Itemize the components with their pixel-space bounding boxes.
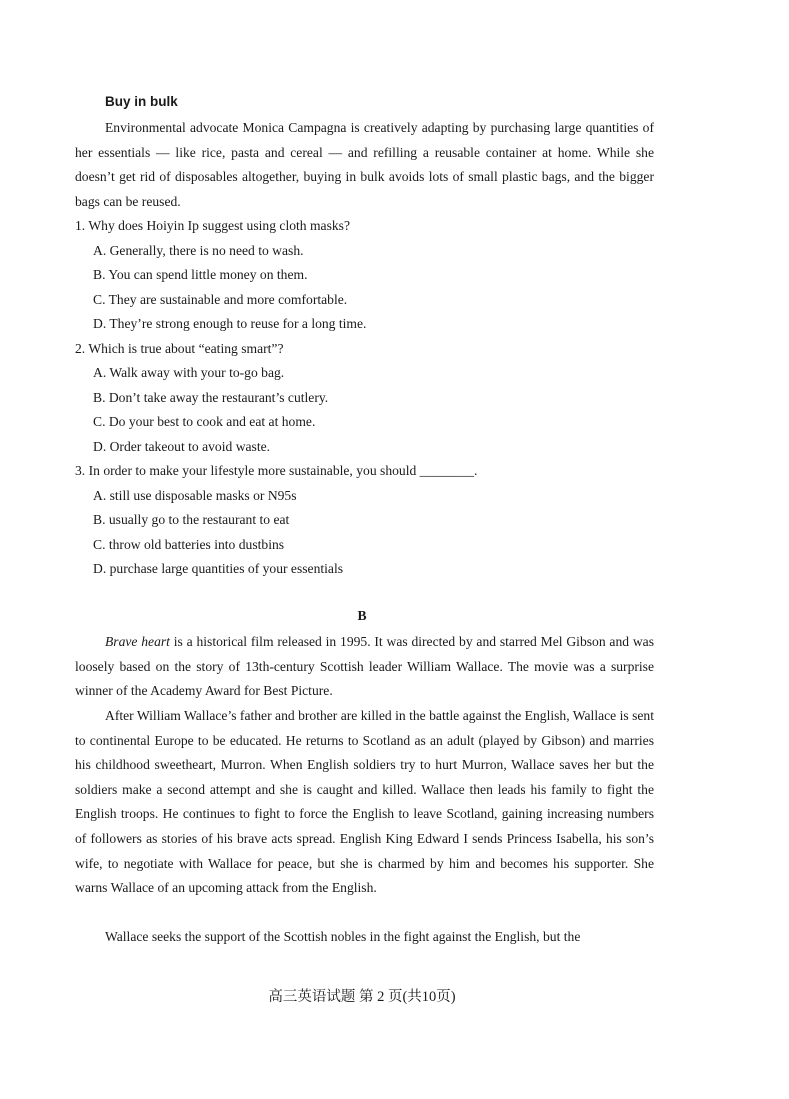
question-3-option-b: B. usually go to the restaurant to eat — [93, 512, 290, 527]
brave-heart-intro-paragraph — [75, 630, 654, 704]
section-b-label: B — [357, 608, 367, 623]
question-3-option-d: D. purchase large quantities of your essentials — [93, 561, 344, 576]
question-1-option-b: B. You can spend little money on them. — [93, 267, 308, 282]
question-3-option-c: C. throw old batteries into dustbins — [93, 537, 285, 552]
nobles-paragraph: Wallace seeks the support of the Scottish nobles in the fight against the English, but the — [105, 929, 581, 944]
question-2-option-d: D. Order takeout to avoid waste. — [93, 439, 271, 454]
question-1-option-d: D. They’re strong enough to reuse for a long time. — [93, 316, 367, 331]
buy-in-bulk-paragraph: Environmental advocate Monica Campagna is creatively adapting by purchasing large quantities of her essentials — like rice, pasta and cereal — and refilling a reusable container at home. While she doesn’t get rid of disposables altogether, buying in bulk avoids lots of small plastic bags, and the bigger bags can be reused. — [75, 120, 654, 209]
question-1-option-c: C. They are sustainable and more comfortable. — [93, 292, 348, 307]
question-2-option-c: C. Do your best to cook and eat at home. — [93, 414, 316, 429]
question-1-stem: 1. Why does Hoiyin Ip suggest using cloth masks? — [75, 218, 351, 233]
question-2-stem: 2. Which is true about “eating smart”? — [75, 341, 284, 356]
question-2-option-b: B. Don’t take away the restaurant’s cutlery. — [93, 390, 329, 405]
question-3-stem: 3. In order to make your lifestyle more sustainable, you should ________. — [75, 463, 478, 478]
page-footer: 高三英语试题 第 2 页(共10页) — [268, 989, 456, 1005]
plot-paragraph: After William Wallace’s father and brother are killed in the battle against the English, Wallace is sent to continental Europe to be educated. He returns to Scotland as an adult (played by Gibson) and marries his childhood sweetheart, Murron. When English soldiers try to hurt Murron, Wallace saves her but the soldiers make a second attempt and she is caught and killed. Wallace then leads his family to fight the English troops. He continues to fight to force the English to leave Scotland, gaining increasing numbers of followers as stories of his brave acts spread. English King Edward I sends Princess Isabella, his son’s wife, to negotiate with Wallace for peace, but she is charmed by him and becomes his supporter. She warns Wallace of an upcoming attack from the English. — [75, 708, 654, 896]
question-2-option-a: A. Walk away with your to-go bag. — [93, 365, 285, 380]
intro-text: is a historical film released in 1995. It was directed by and starred Mel Gibson and was loosely based on the story of 13th-century Scottish leader William Wallace. The movie was a surprise winner of the Academy Award for Best Picture. — [75, 634, 654, 699]
question-3-option-a: A. still use disposable masks or N95s — [93, 488, 297, 503]
question-1-option-a: A. Generally, there is no need to wash. — [93, 243, 304, 258]
section-heading: Buy in bulk — [105, 94, 178, 109]
film-title: Brave heart — [105, 634, 170, 649]
